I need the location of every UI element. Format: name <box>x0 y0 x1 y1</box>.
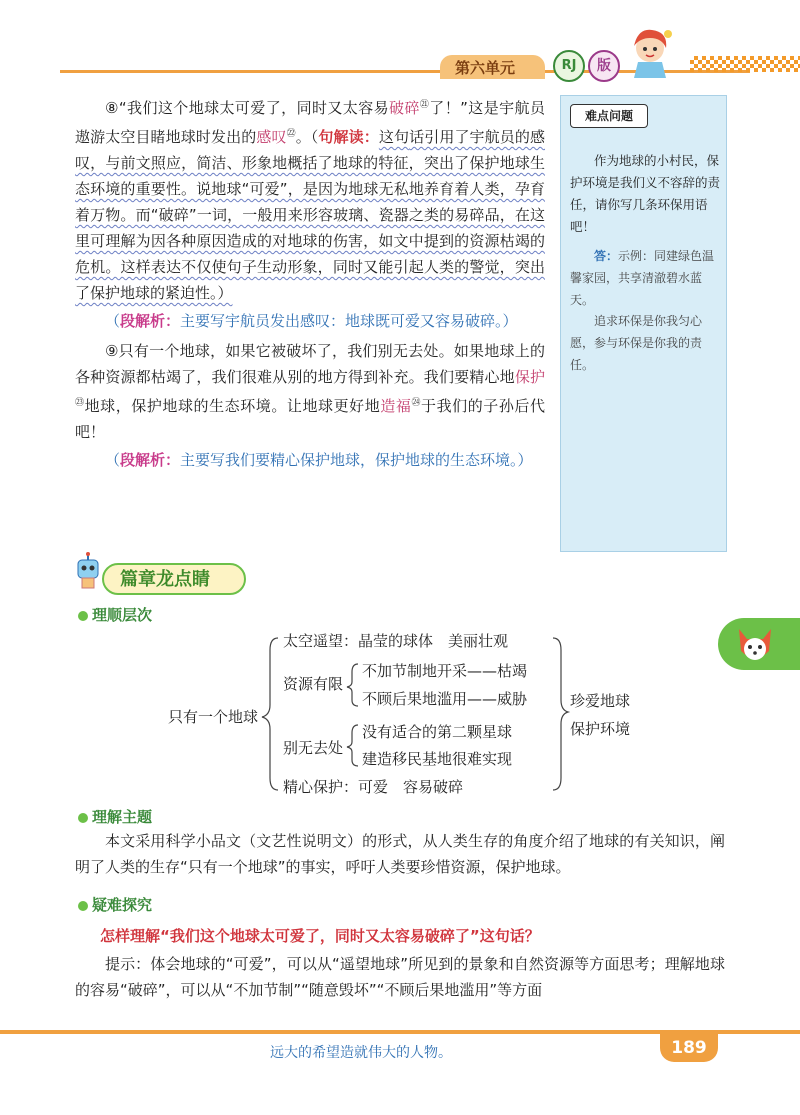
diagram-branch-1: 太空遥望：晶莹的球体 美丽壮观 <box>283 632 509 650</box>
subheading-theme-label: 理解主题 <box>92 808 153 826</box>
diagram-branch-3: 别无去处 <box>283 739 344 757</box>
p8-line1-a: ⑧“我们这个地球太可爱了，同时又太容易 <box>105 99 390 117</box>
annotated-word-posui: 破碎 <box>389 99 420 117</box>
sentence-analysis-start: 这句 <box>378 128 410 146</box>
checker-decoration <box>690 56 800 72</box>
segment-analysis-label-2: 段解析： <box>120 451 181 469</box>
segment-analysis-text: 主要写宇航员发出感叹：地球既可爱又容易破碎。） <box>180 312 518 330</box>
p9-text-b: 地球，保护地球的生态环境。让地球更好地 <box>84 397 381 415</box>
subheading-explore-label: 疑难探究 <box>92 896 153 914</box>
explore-question: 怎样理解“我们这个地球太可爱了，同时又太容易破碎了”这句话？ <box>100 927 540 945</box>
p8-line1-b: 了！”这 <box>429 99 484 117</box>
sentence-analysis-text: 话引用了宇航员的感叹，与前文照应，简洁、形象地概括了地球的特征，突出了保护地球生态环境的重要性。说地球“可爱”，是因为地球无私地养育着人类，孕育着万物。而“破碎”一词，一般用来形容玻璃、瓷器之类的易碎品，在这里可理解为因各种原因造成的对地球的伤害，如文中提到的资源枯竭的危机。这样表达不仅使句子生动形象，同时又能引起人类的警觉，突出了保护地球的紧迫性。） <box>75 128 545 302</box>
edition-badge: RJ <box>553 50 585 82</box>
diagram-result-2: 保护环境 <box>570 720 631 738</box>
seg9-open: （ <box>105 451 121 469</box>
difficult-question-title: 难点问题 <box>570 104 648 128</box>
sentence-analysis-label: 句解读： <box>318 128 379 146</box>
bullet-dot-icon <box>78 901 88 911</box>
segment-analysis-label: 段解析： <box>120 312 181 330</box>
p9-text-a: ⑨只有一个地球，如果它被破坏了，我们别无去处。如果地球上的各种资源都枯竭了，我们很难从别的地方得到补充。我们要精心地 <box>75 342 545 386</box>
difficult-question-answer-2: 追求环保是你我匀心愿，参与环保是你我的责任。 <box>570 314 703 372</box>
p9-text-c: 于我们的子孙后代吧！ <box>75 397 545 441</box>
p8-line2-b: 。（ <box>295 128 319 146</box>
footnote-mark: ㉑ <box>419 100 430 110</box>
difficult-question-text: 作为地球的小村民，保护环境是我们义不容辞的责任，请你写几条环保用语吧！ <box>570 153 721 234</box>
footnote-mark: ㉓ <box>75 398 85 408</box>
diagram-braces <box>260 630 580 800</box>
footnote-mark: ㉔ <box>411 398 422 408</box>
diagram-branch-4: 精心保护：可爱 容易破碎 <box>283 778 464 796</box>
diagram-root: 只有一个地球 <box>168 708 259 726</box>
section-title: 篇章龙点睛 <box>120 569 210 590</box>
answer-label: 答： <box>594 249 619 263</box>
theme-paragraph: 本文采用科学小品文（文艺性说明文）的形式，从人类生存的角度介绍了地球的有关知识，阐明了人类的生存“只有一个地球”的事实，呼吁人类要珍惜资源，保护地球。 <box>75 832 725 876</box>
segment-analysis-text-2: 主要写我们要精心保护地球，保护地球的生态环境。） <box>180 451 533 469</box>
diagram-branch-2b: 不顾后果地滥用——威胁 <box>362 690 528 708</box>
annotated-word-baohu: 保护 <box>514 368 545 386</box>
footnote-mark: ㉒ <box>286 129 296 139</box>
paragraph-8 <box>75 92 545 473</box>
answer-text: 示例：同建绿色温馨家园，共享清澈碧水蓝天。 <box>570 249 715 307</box>
footer-motto: 远大的希望造就伟大的人物。 <box>270 1045 452 1061</box>
bullet-dot-icon <box>78 813 88 823</box>
page-number: 189 <box>660 1034 718 1062</box>
diagram-branch-3a: 没有适合的第二颗星球 <box>362 723 513 741</box>
diagram-branch-2: 资源有限 <box>283 675 344 693</box>
annotated-word-zaofu: 造福 <box>380 397 412 415</box>
hint-paragraph: 提示：体会地球的“可爱”，可以从“遥望地球”所见到的景象和自然资源等方面思考；理解地球的容易“破碎”，可以从“不加节制”“随意毁坏”“不顾后果地滥用”等方面 <box>75 955 725 999</box>
p8-line2-a: 是宇航员遨游太空目睹地球时发出的 <box>75 99 545 146</box>
bullet-dot-icon <box>78 611 88 621</box>
subheading-explore <box>78 894 152 915</box>
edition-badge-ban: 版 <box>588 50 620 82</box>
diagram-result-1: 珍爱地球 <box>570 692 631 710</box>
subheading-theme <box>78 806 152 827</box>
fox-mascot-icon <box>733 621 777 667</box>
mascot-girl-icon <box>622 24 678 80</box>
diagram-branch-2a: 不加节制地开采——枯竭 <box>362 662 528 680</box>
annotated-word-gantan: 感叹 <box>256 128 287 146</box>
subheading-structure-label: 理顺层次 <box>92 606 153 624</box>
subheading-structure <box>78 604 152 625</box>
diagram-branch-3b: 建造移民基地很难实现 <box>362 750 513 768</box>
seg8-open: （ <box>105 312 121 330</box>
unit-label: 第六单元 <box>455 59 516 77</box>
robot-mascot-icon <box>70 552 106 592</box>
difficult-question-answer <box>570 245 720 311</box>
